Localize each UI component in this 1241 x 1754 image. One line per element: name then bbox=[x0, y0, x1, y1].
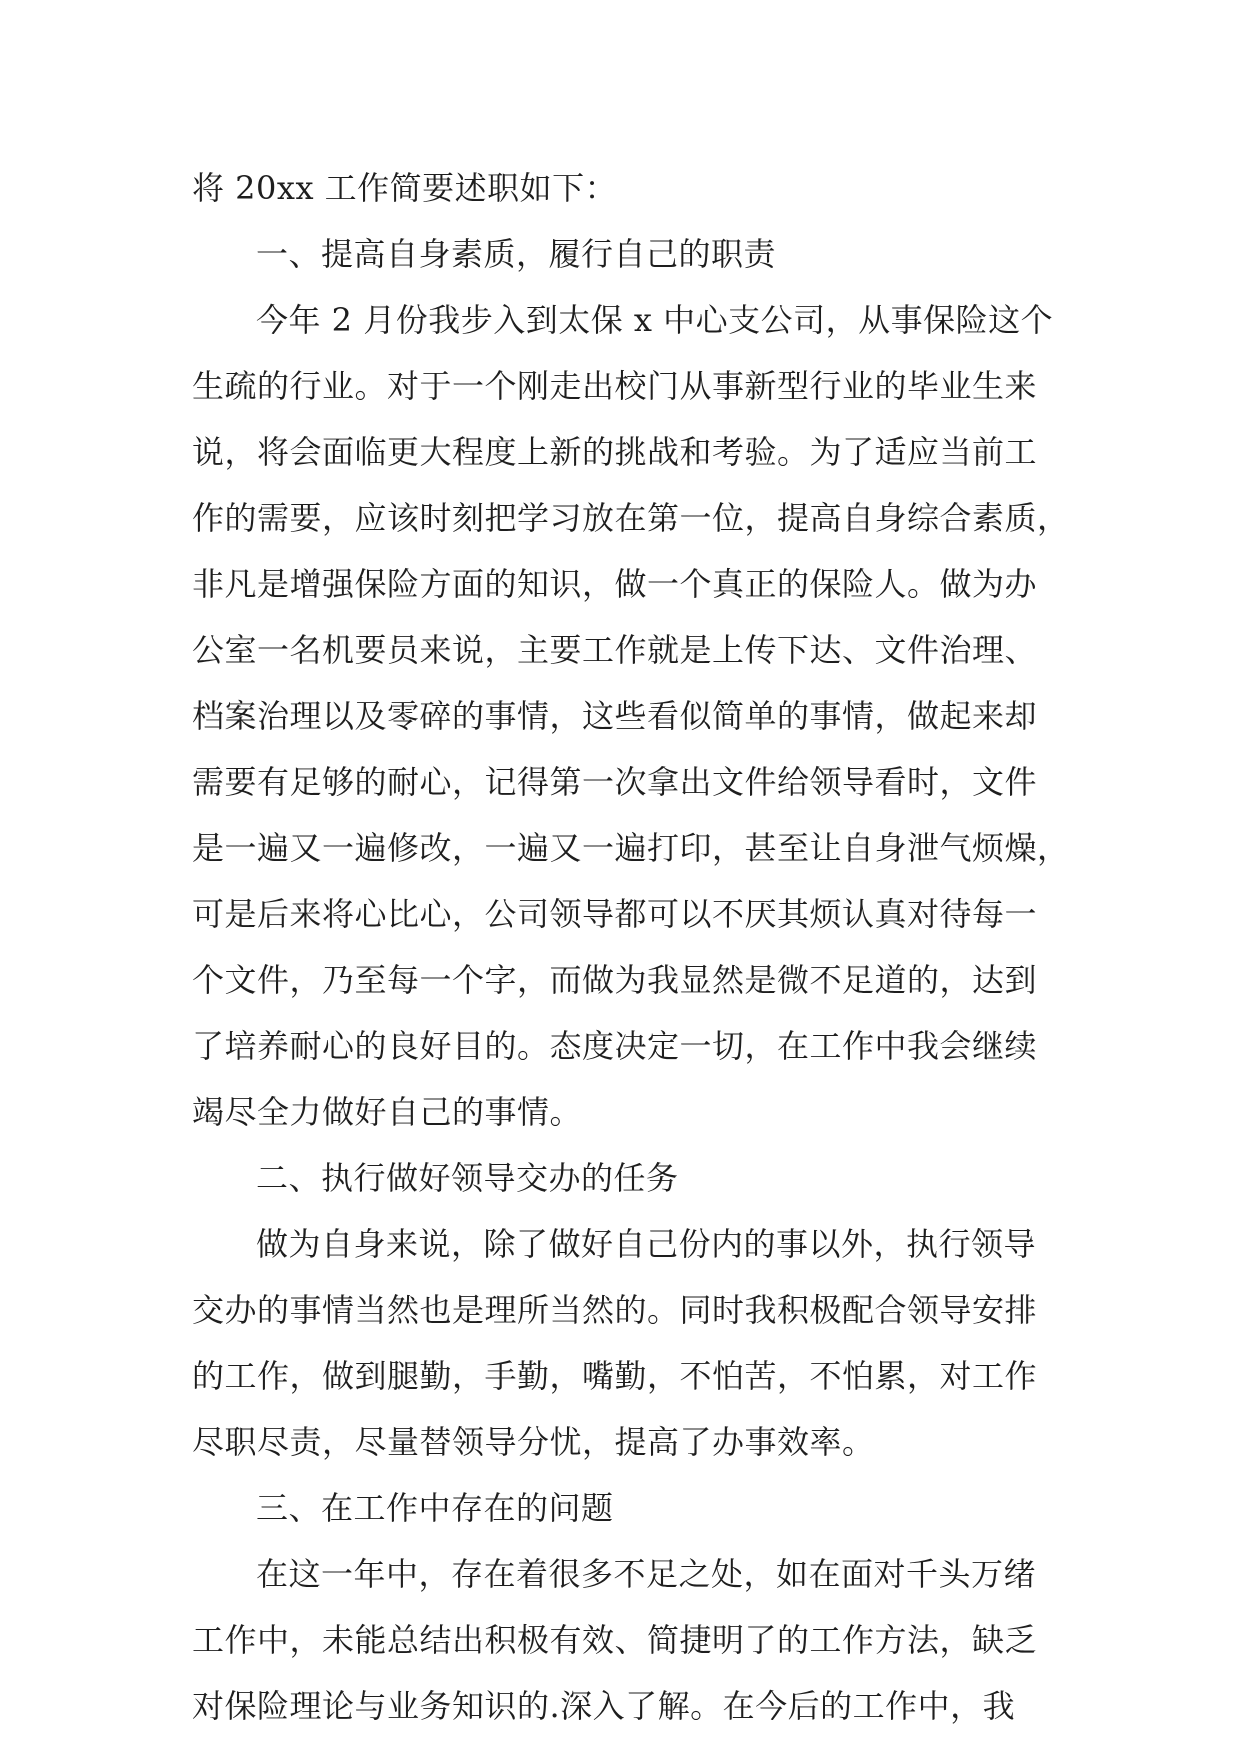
text-line: 可是后来将心比心，公司领导都可以不厌其烦认真对待每一 bbox=[192, 895, 1038, 933]
text-line: 将 20xx 工作简要述职如下： bbox=[192, 169, 618, 207]
text-line: 作的需要，应该时刻把学习放在第一位，提高自身综合素质， bbox=[192, 499, 1070, 537]
text-line: 尽职尽责，尽量替领导分忧，提高了办事效率。 bbox=[192, 1423, 875, 1461]
text-line: 做为自身来说，除了做好自己份内的事以外，执行领导 bbox=[256, 1225, 1037, 1263]
text-line: 竭尽全力做好自己的事情。 bbox=[192, 1093, 583, 1131]
text-line: 说，将会面临更大程度上新的挑战和考验。为了适应当前工 bbox=[192, 433, 1038, 471]
text-line: 生疏的行业。对于一个刚走出校门从事新型行业的毕业生来 bbox=[192, 367, 1038, 405]
text-line: 在这一年中，存在着很多不足之处，如在面对千头万绪 bbox=[256, 1555, 1037, 1593]
text-line: 今年 2 月份我步入到太保 x 中心支公司，从事保险这个 bbox=[256, 301, 1054, 339]
text-line: 非凡是增强保险方面的知识，做一个真正的保险人。做为办 bbox=[192, 565, 1038, 603]
text-line: 对保险理论与业务知识的.深入了解。在今后的工作中，我 bbox=[192, 1687, 1016, 1725]
section-heading-3: 三、在工作中存在的问题 bbox=[256, 1489, 614, 1527]
text-line: 个文件，乃至每一个字，而做为我显然是微不足道的，达到 bbox=[192, 961, 1038, 999]
section-heading-2: 二、执行做好领导交办的任务 bbox=[256, 1159, 679, 1197]
document-body bbox=[192, 155, 1092, 1739]
text-line: 需要有足够的耐心，记得第一次拿出文件给领导看时，文件 bbox=[192, 763, 1038, 801]
text-line: 工作中，未能总结出积极有效、简捷明了的工作方法，缺乏 bbox=[192, 1621, 1038, 1659]
section-heading-1: 一、提高自身素质，履行自己的职责 bbox=[256, 235, 777, 273]
text-line: 了培养耐心的良好目的。态度决定一切，在工作中我会继续 bbox=[192, 1027, 1038, 1065]
text-line: 是一遍又一遍修改，一遍又一遍打印，甚至让自身泄气烦燥， bbox=[192, 829, 1070, 867]
text-line: 公室一名机要员来说，主要工作就是上传下达、文件治理、 bbox=[192, 631, 1038, 669]
text-line: 交办的事情当然也是理所当然的。同时我积极配合领导安排 bbox=[192, 1291, 1038, 1329]
text-line: 档案治理以及零碎的事情，这些看似简单的事情，做起来却 bbox=[192, 697, 1038, 735]
text-line: 的工作，做到腿勤，手勤，嘴勤，不怕苦，不怕累，对工作 bbox=[192, 1357, 1038, 1395]
